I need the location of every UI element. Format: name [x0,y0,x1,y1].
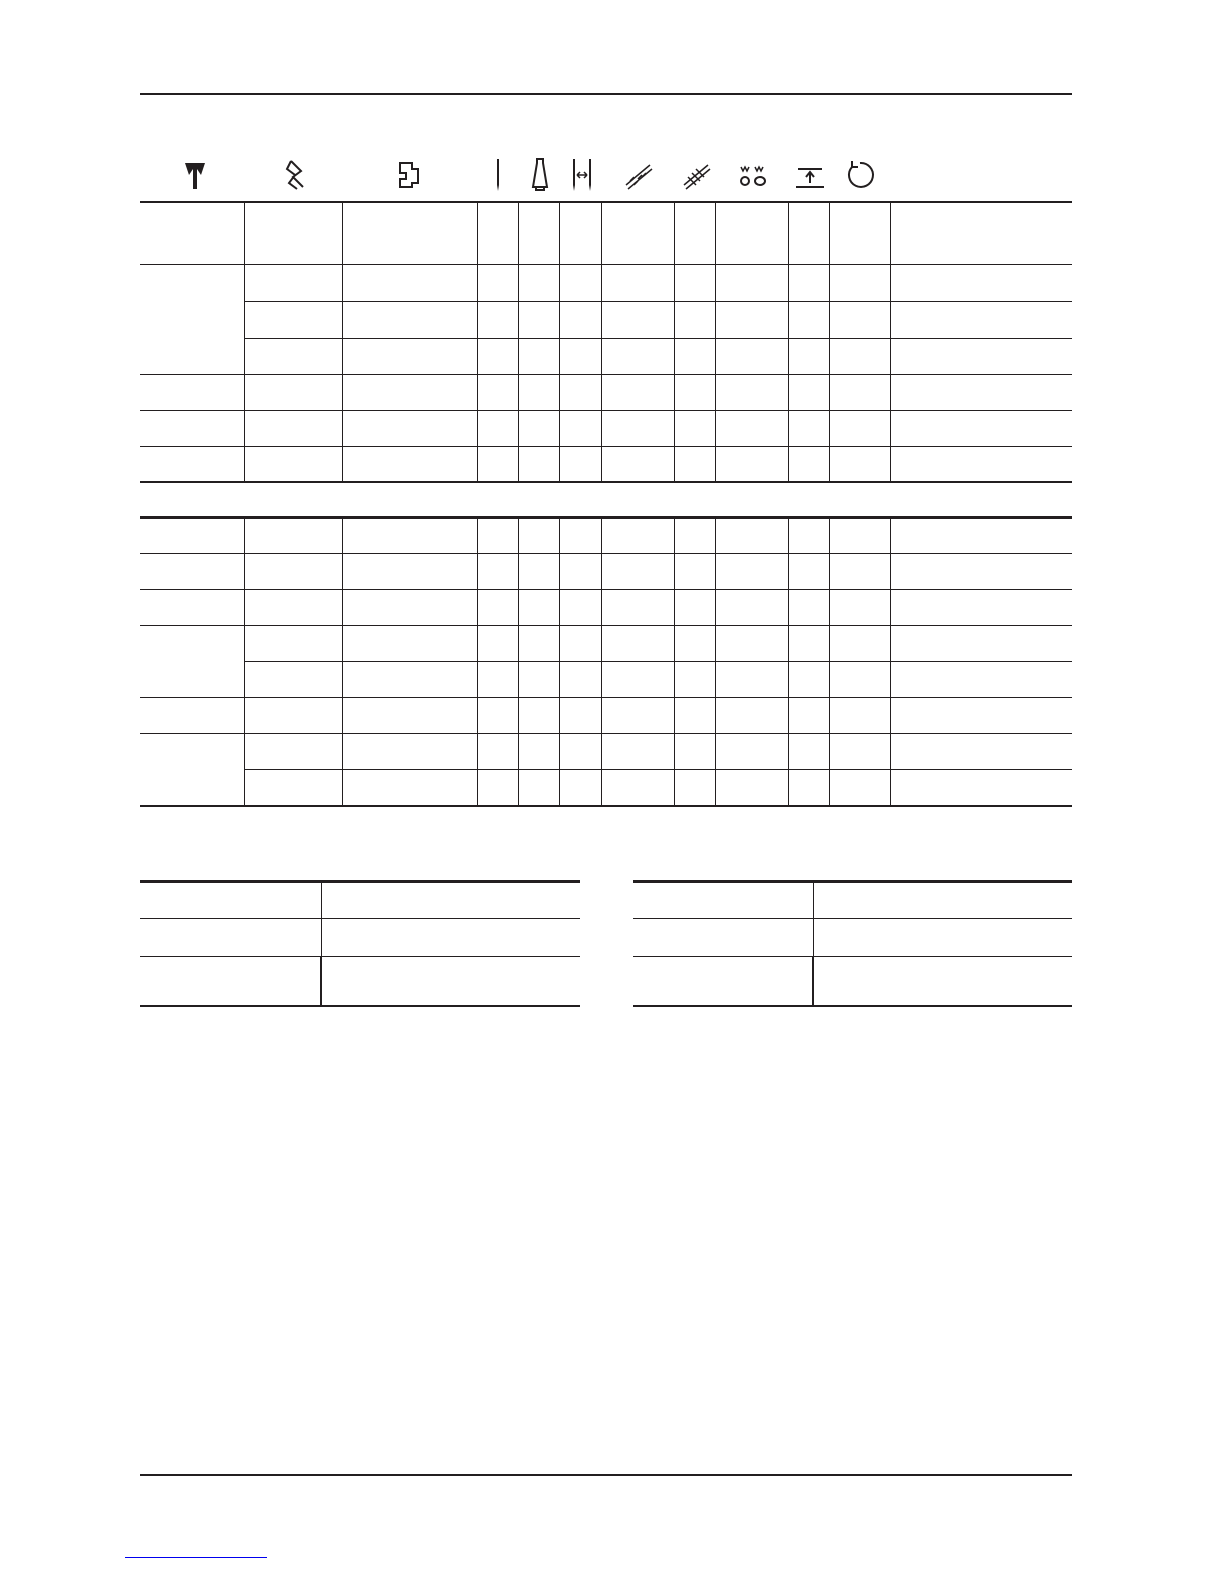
table-row [140,882,580,919]
stitch-width-icon [676,155,716,195]
table-row [140,446,1072,482]
presser-foot-icon [175,155,215,195]
stitch-length-icon [618,155,658,195]
table-row [633,919,1072,957]
bottom-rule [140,1474,1072,1476]
table-row [633,957,1072,1006]
table-row [140,770,1072,806]
needle-icon [478,155,518,195]
stitch-pattern-icon [275,155,315,195]
legend-table-right [633,880,1072,1007]
twin-needle-width-icon [562,155,602,195]
table-row [140,626,1072,662]
table-row [140,590,1072,626]
table-row [140,301,1072,338]
top-rule [140,93,1072,95]
table-row [140,202,1072,264]
feed-dog-icon [733,155,773,195]
legend-table-left [140,880,580,1007]
table-row [633,882,1072,919]
reverse-icon [842,155,882,195]
thread-spool-icon [520,155,560,195]
table-row [140,698,1072,734]
table-row [140,734,1072,770]
table-row [140,338,1072,374]
settings-table-1 [140,201,1072,483]
foot-selector-icon [390,155,430,195]
table-row [140,662,1072,698]
presser-foot-lift-icon [790,155,830,195]
table-row [140,410,1072,446]
table-row [140,919,580,957]
table-row [140,264,1072,301]
table-row [140,554,1072,590]
table-row [140,957,580,1006]
footer-link[interactable] [125,1557,267,1558]
settings-table-2 [140,516,1072,807]
table-row [140,374,1072,410]
table-row [140,518,1072,554]
